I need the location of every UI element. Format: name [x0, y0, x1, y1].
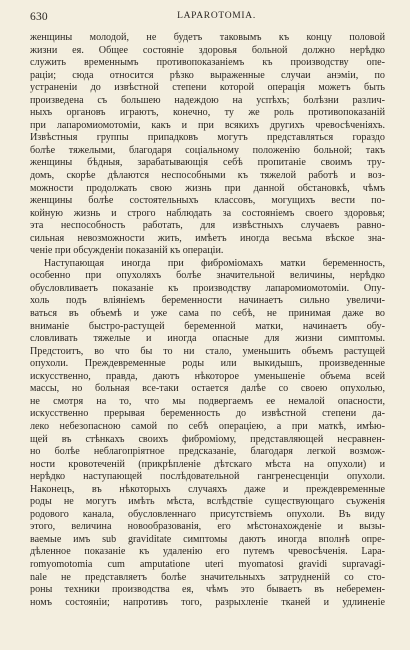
text-line: леко небезопасною самой по себѣ операціею, а при маткѣ, имѣю-: [30, 420, 385, 432]
text-line: женщины молодой, не будетъ таковымъ къ концу половой: [30, 32, 385, 43]
text-line: раціи; сюда относится рѣзко выраженные случаи анэміи, по: [30, 69, 385, 81]
text-line: дѣленное показаніе къ удаленію его путемъ чревосѣченія. Lapa-: [30, 546, 385, 558]
text-line: болѣе тяжелыми, благодаря соціальному положенію больной; такъ: [30, 144, 385, 156]
running-title: LAPAROTOMIA.: [177, 11, 256, 21]
text-line: произведена съ большею надеждою на успѣхъ; болѣзни различ-: [30, 94, 385, 106]
text-line: ченіе при обсужденіи показаній къ операціи.: [30, 245, 224, 257]
text-line: ваться въ объемѣ и уже сама по себѣ, не принимая даже во: [30, 308, 385, 320]
text-line: ныхъ органовъ играютъ, конечно, ту же роль противопоказаній: [30, 107, 385, 119]
text-line: жизни ея. Общее состояніе здоровья больной должно нерѣдко: [30, 44, 385, 56]
text-line: женщины болѣе состоятельныхъ классовъ, могущихъ вести по-: [30, 195, 385, 207]
text-line: искусственно прерывая беременность до извѣстной степени да-: [30, 408, 385, 420]
paragraph: [30, 258, 385, 609]
text-line: но болѣе неблагопріятное предсказаніе, благодаря легкой возмож-: [30, 446, 385, 458]
text-line: особенно при опухоляхъ болѣе значительной величины, нерѣдко: [30, 270, 385, 282]
text-line: Извѣстныя группы припадковъ могутъ представляться гораздо: [30, 132, 385, 144]
page-number: 630: [30, 11, 48, 23]
text-line: роды не могутъ имѣть мѣста, вслѣдствіе существующаго съуженія: [30, 496, 385, 508]
text-line: домъ, скорѣе дѣлаются неспособными къ тяжелой работѣ и воз-: [30, 170, 385, 182]
text-line: номъ состояніи; напротивъ того, разрыхленіе тканей и удлиненіе: [30, 596, 385, 608]
text-line: служить временнымъ противопоказаніемъ къ производству опе-: [30, 57, 385, 69]
text-line: искусственно, правда, даютъ нѣкоторое уменьшеніе объема всей: [30, 370, 385, 382]
text-line: устраненіи до извѣстной степени которой операція можетъ быть: [30, 82, 385, 94]
body-text: [30, 32, 385, 609]
text-line: nale не представляетъ болѣе значительныхъ затрудненій со сто-: [30, 571, 385, 583]
text-line: холь подъ вліяніемъ беременности начинаетъ сильно увеличи-: [30, 295, 385, 307]
text-line: роны техники производства ея, чѣмъ это бываетъ въ неберемен-: [30, 584, 385, 596]
text-line: romyomotomia cum amputatione uteri myomatosi gravidi supravagi-: [30, 558, 385, 570]
page-header: [30, 11, 385, 27]
text-line: Наконецъ, въ нѣкоторыхъ случаяхъ даже и преждевременные: [30, 483, 385, 495]
text-line: можности продолжать свою жизнь при данной обстановкѣ, чѣмъ: [30, 182, 385, 194]
paragraph: [30, 32, 385, 258]
text-line: при лапаромиомотоміи, какъ и при всякихъ другихъ чревосѣченіяхъ.: [30, 119, 385, 131]
text-line: койную жизнь и строго наблюдать за состояніемъ своего здоровья;: [30, 207, 385, 219]
text-line: обусловливаетъ показаніе къ производству лапаромиомотоміи. Опу-: [30, 282, 385, 294]
text-line: ваемые имъ sub graviditate симптомы даютъ иногда вполнѣ опре-: [30, 533, 385, 545]
text-line: щей въ стѣнкахъ своихъ фиброміому, представляющей несравнен-: [30, 433, 385, 445]
text-line: вниманіе быстро-растущей беременной матки, начинаетъ обу-: [30, 320, 385, 332]
text-line: опухоли. Преждевременные роды или выкидышъ, произведенные: [30, 358, 385, 370]
text-line: ности кровотеченій (прикрѣпленіе дѣтскаго мѣста на опухоли) и: [30, 458, 385, 470]
text-line: массы, но больная все-таки остается далѣе со своею опухолью,: [30, 383, 385, 395]
text-line: Предстоитъ, во что бы то ни стало, уменьшить объемъ растущей: [30, 345, 385, 357]
text-line: нерѣдко наступающей послѣдовательной гангренесценціи опухоли.: [30, 471, 385, 483]
text-line: родового канала, обусловленнаго присутствіемъ опухоли. Въ виду: [30, 508, 385, 520]
text-line: словливать тяжелые и иногда опасные для жизни симптомы.: [30, 333, 385, 345]
text-line: сильная невозможности жить, имѣетъ иногда весьма вѣское зна-: [30, 232, 385, 244]
text-line: эта неспособность работать, для извѣстныхъ случаевъ равно-: [30, 220, 385, 232]
text-line: не смотря на то, что мы подвергаемъ ее немалой опасности,: [30, 395, 385, 407]
text-line: Наступающая иногда при фибромiомахъ матки беременность,: [44, 257, 385, 269]
text-line: женщины бѣдныя, зарабатывающія себѣ пропитаніе своимъ тру-: [30, 157, 385, 169]
text-line: этого, величина новообразованія, его мѣстонахожденіе и вызы-: [30, 521, 385, 533]
